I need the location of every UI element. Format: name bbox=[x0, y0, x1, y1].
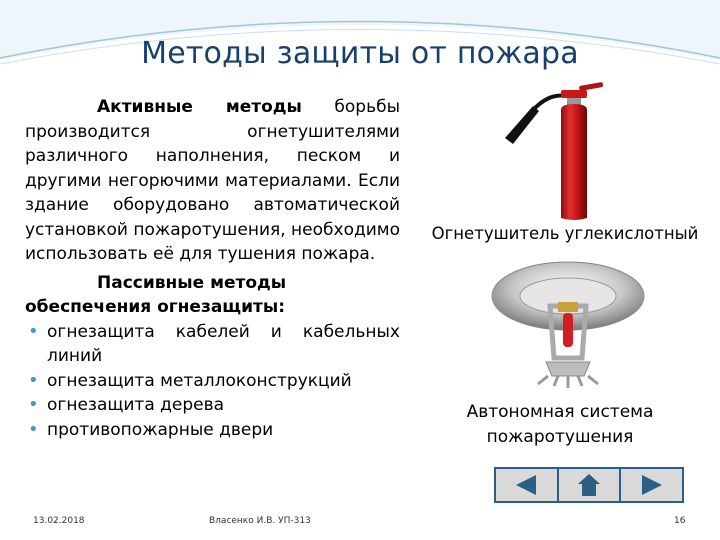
next-slide-button[interactable] bbox=[621, 469, 682, 501]
footer-page-number: 16 bbox=[674, 516, 686, 526]
active-methods-paragraph bbox=[25, 95, 400, 267]
next-icon bbox=[638, 473, 666, 497]
footer-author: Власенко И.В. УП-313 bbox=[209, 516, 311, 526]
page-title: Методы защиты от пожара bbox=[141, 36, 579, 71]
passive-heading-line2: обеспечения огнезащиты: bbox=[25, 297, 286, 317]
prev-icon bbox=[512, 473, 540, 497]
home-button[interactable] bbox=[559, 469, 622, 501]
fire-extinguisher-image bbox=[495, 78, 615, 223]
footer-date: 13.02.2018 bbox=[33, 516, 85, 526]
passive-methods-list bbox=[25, 320, 400, 443]
list-item: • противопожарные двери bbox=[25, 418, 400, 443]
prev-slide-button[interactable] bbox=[496, 469, 559, 501]
main-text bbox=[25, 95, 400, 442]
passive-heading-line1: Пассивные методы bbox=[97, 272, 287, 293]
active-methods-heading: Активные методы bbox=[97, 97, 302, 117]
slide-navigation bbox=[494, 467, 684, 503]
extinguisher-caption: Огнетушитель углекислотный bbox=[431, 224, 699, 243]
list-item: • огнезащита металлоконструкций bbox=[25, 369, 400, 394]
list-item: • огнезащита кабелей и кабельных линий bbox=[25, 320, 400, 369]
active-methods-text: борьбы производится огнетушителями различного наполнения, песком и другими негорючими материалами. Если здание оборудовано автоматической установкой пожаротушения, необходимо использовать её для тушения пожара. bbox=[25, 97, 400, 264]
sprinkler-image bbox=[488, 258, 648, 393]
home-icon bbox=[575, 472, 603, 498]
passive-methods-heading bbox=[25, 271, 400, 296]
sprinkler-caption: Автономная система пожаротушения bbox=[466, 402, 654, 447]
list-item: • огнезащита дерева bbox=[25, 393, 400, 418]
